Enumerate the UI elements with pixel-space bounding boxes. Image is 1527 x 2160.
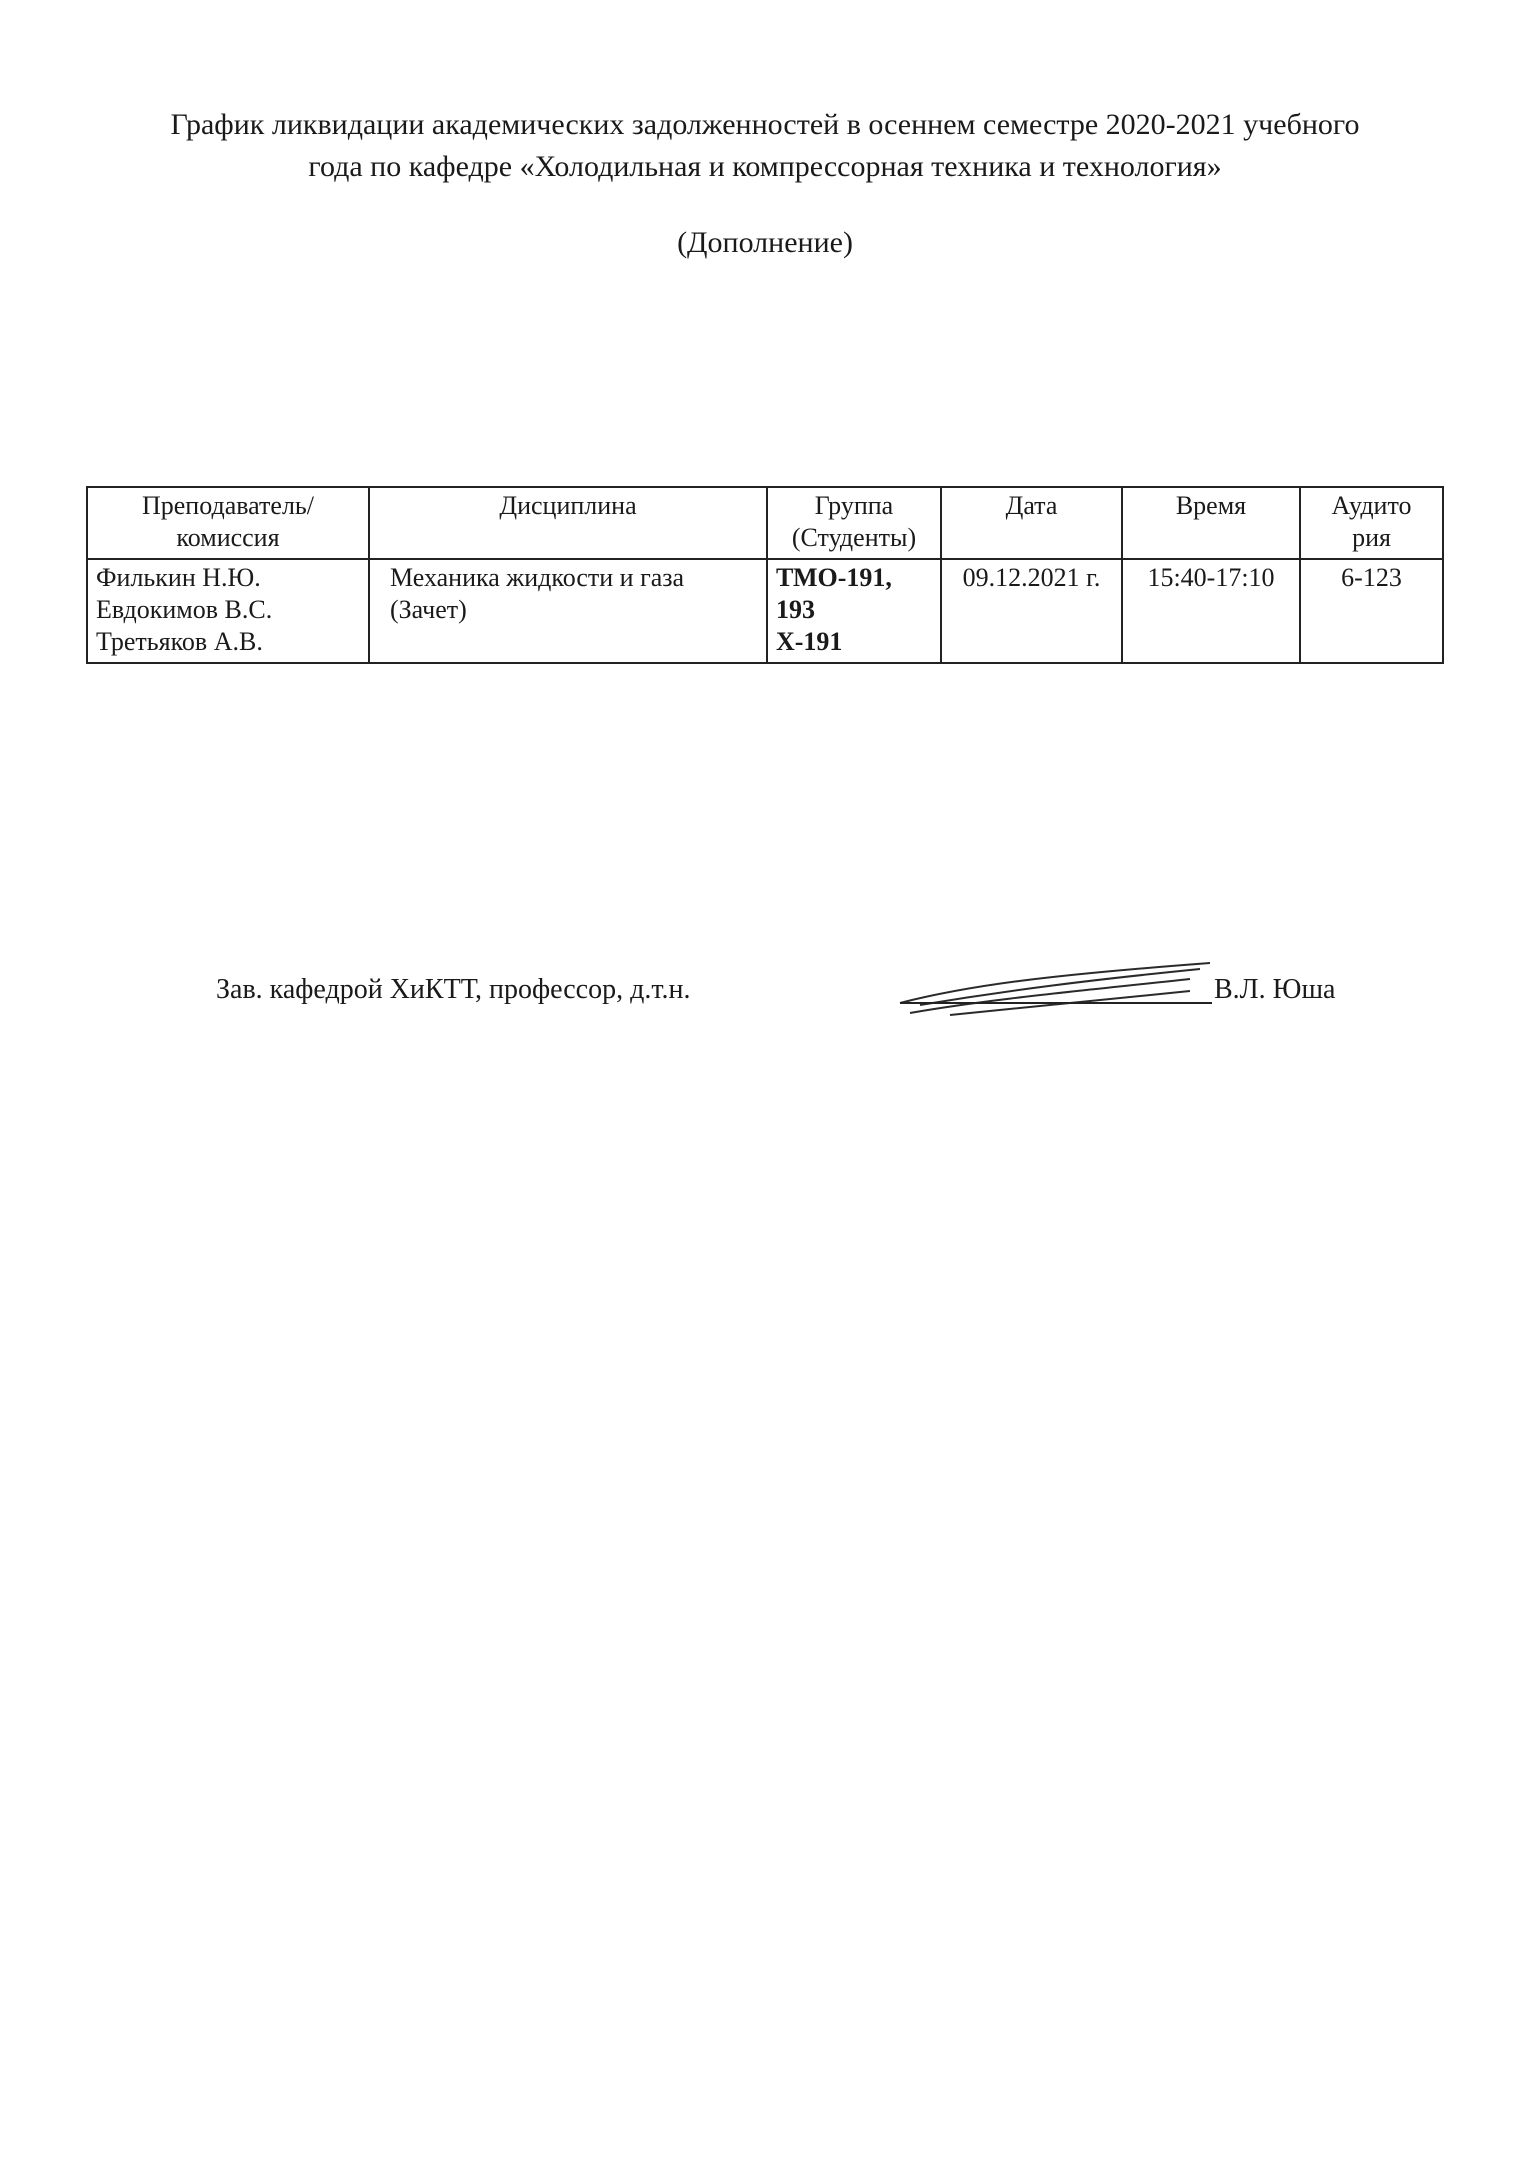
teacher-name: Евдокимов В.С.: [96, 595, 273, 624]
cell-time: 15:40-17:10: [1122, 559, 1300, 663]
signature-line: [900, 1002, 1212, 1004]
document-title: [120, 104, 1410, 188]
schedule-table: [86, 486, 1444, 664]
document-subtitle: (Дополнение): [677, 226, 853, 259]
cell-groups: [767, 559, 941, 663]
header-teacher: Преподаватель/ комиссия: [87, 487, 369, 559]
signer-position: Зав. кафедрой ХиКТТ, профессор, д.т.н.: [216, 974, 691, 1005]
table-row: [87, 559, 1443, 663]
header-group: Группа (Студенты): [767, 487, 941, 559]
title-line-2: года по кафедре «Холодильная и компрессорная техника и технология»: [308, 150, 1222, 183]
cell-date: 09.12.2021 г.: [941, 559, 1122, 663]
table-header-row: [87, 487, 1443, 559]
teacher-name: Филькин Н.Ю.: [96, 563, 261, 592]
header-discipline: Дисциплина: [369, 487, 767, 559]
group-code: 193: [776, 595, 815, 624]
header-time: Время: [1122, 487, 1300, 559]
header-room: Аудито рия: [1300, 487, 1443, 559]
group-code: Х-191: [776, 627, 843, 656]
title-line-1: График ликвидации академических задолженностей в осеннем семестре 2020-2021 учебного: [170, 108, 1360, 141]
discipline-type: (Зачет): [390, 595, 467, 624]
header-date: Дата: [941, 487, 1122, 559]
discipline-name: Механика жидкости и газа: [390, 563, 685, 592]
handwritten-signature: [890, 955, 1220, 1025]
cell-room: 6-123: [1300, 559, 1443, 663]
cell-discipline: [369, 559, 767, 663]
cell-teachers: [87, 559, 369, 663]
group-code: ТМО-191,: [776, 563, 892, 592]
teacher-name: Третьяков А.В.: [96, 627, 263, 656]
signer-name: В.Л. Юша: [1214, 974, 1336, 1005]
